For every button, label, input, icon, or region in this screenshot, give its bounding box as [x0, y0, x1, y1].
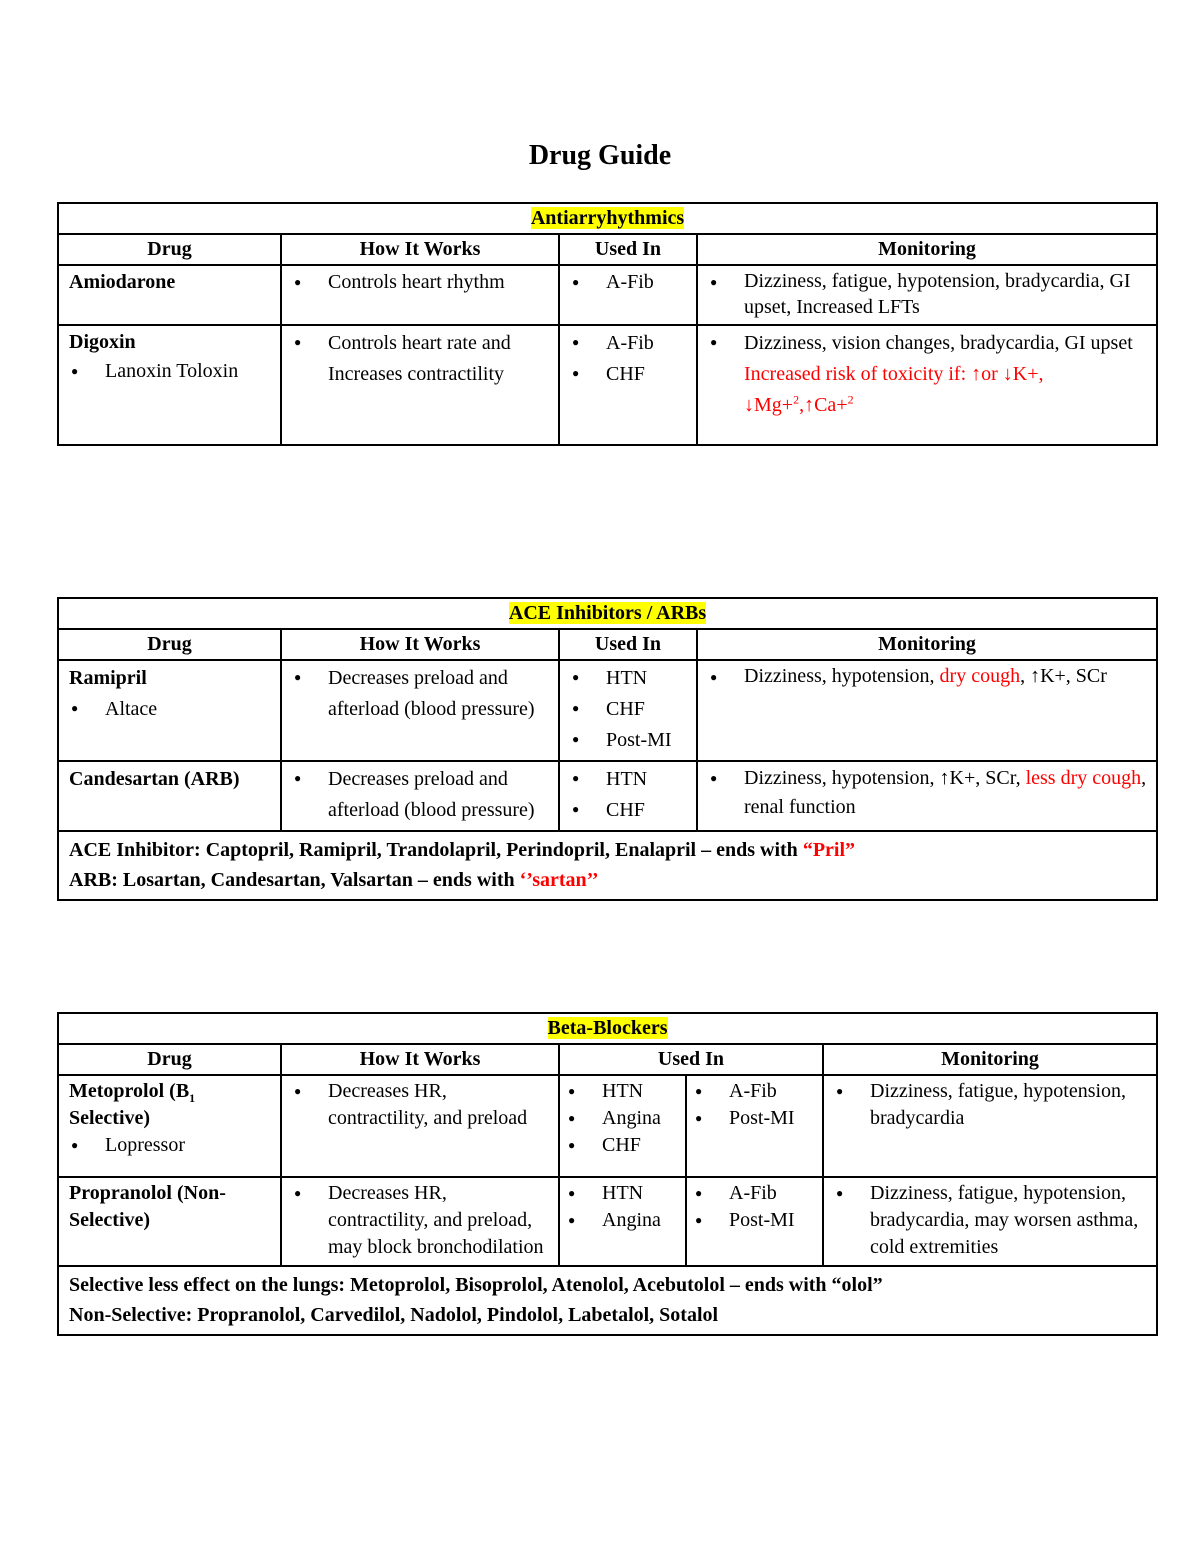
section-header	[58, 203, 1157, 234]
section-header	[58, 1013, 1157, 1044]
drug-name	[69, 1078, 274, 1132]
section-title: Beta-Blockers	[547, 1017, 668, 1039]
monitoring-item: ● Dizziness, fatigue, hypotension, bradycardia	[834, 1078, 1150, 1132]
indication-item: ● CHF	[566, 1132, 683, 1159]
indication-item: ● CHF	[570, 694, 690, 725]
ace-inhibitor-note	[69, 835, 1146, 865]
note-suffix: “Pril”	[802, 839, 856, 861]
table-row	[58, 1075, 1157, 1177]
drug-name: Propranolol (Non-Selective)	[69, 1182, 226, 1231]
drug-name: Amiodarone	[69, 271, 176, 293]
column-header: Drug	[58, 629, 281, 660]
toxicity-text: Increased risk of toxicity if: ↑or ↓K+, ↓Mg+	[744, 363, 1044, 416]
indication-item: ● A-Fib	[693, 1078, 820, 1105]
toxicity-text: ,↑Ca+	[799, 394, 848, 416]
column-header: Monitoring	[823, 1044, 1157, 1075]
monitoring-highlight: less dry cough	[1025, 767, 1142, 789]
indication-item: ● HTN	[566, 1180, 683, 1207]
section-title: ACE Inhibitors / ARBs	[508, 602, 707, 624]
monitoring-item: ● Dizziness, fatigue, hypotension, bradycardia, may worsen asthma, cold extremities	[834, 1180, 1150, 1261]
column-header: Drug	[58, 234, 281, 265]
column-header: Used In	[559, 629, 697, 660]
mechanism-item: ● Decreases HR, contractility, and preload	[292, 1078, 552, 1132]
brand-name: ● Lanoxin Toloxin	[69, 357, 274, 386]
drug-name: Candesartan (ARB)	[69, 768, 240, 790]
table-row	[58, 1177, 1157, 1266]
indication-item: ● HTN	[566, 1078, 683, 1105]
note-text: ACE Inhibitor: Captopril, Ramipril, Trandolapril, Perindopril, Enalapril – ends with	[69, 839, 803, 861]
brand-name: ● Altace	[69, 694, 274, 725]
column-header: How It Works	[281, 629, 559, 660]
subscript: 1	[189, 1091, 196, 1105]
beta-blockers-table	[57, 1012, 1158, 1336]
monitoring-text: Dizziness, hypotension, ↑K+, SCr,	[744, 767, 1026, 789]
section-header	[58, 598, 1157, 629]
indication-item: ● Post-MI	[570, 725, 690, 756]
ace-arb-table	[57, 597, 1158, 901]
arb-note	[69, 865, 1146, 895]
column-header: Monitoring	[697, 234, 1157, 265]
monitoring-item	[708, 663, 1150, 690]
section-title: Antiarryhythmics	[530, 207, 685, 229]
mechanism-item: ● Decreases HR, contractility, and preload, may block bronchodilation	[292, 1180, 552, 1261]
page-title: Drug Guide	[528, 140, 672, 171]
drug-name-text: Selective)	[69, 1107, 151, 1129]
antiarrhythmics-table	[57, 202, 1158, 446]
indication-item: ● A-Fib	[693, 1180, 820, 1207]
indication-item: ● HTN	[570, 663, 690, 694]
monitoring-item: ● Dizziness, fatigue, hypotension, bradycardia, GI upset, Increased LFTs	[708, 268, 1150, 320]
table-row	[58, 265, 1157, 325]
note-suffix: ‘’sartan’’	[519, 869, 599, 891]
indication-item: ● HTN	[570, 764, 690, 795]
non-selective-note: Non-Selective: Propranolol, Carvedilol, Nadolol, Pindolol, Labetalol, Sotalol	[69, 1304, 719, 1326]
brand-name: ● Lopressor	[69, 1132, 274, 1159]
selective-note: Selective less effect on the lungs: Metoprolol, Bisoprolol, Atenolol, Acebutolol – ends with “olol”	[69, 1274, 883, 1296]
indication-item: ● Angina	[566, 1105, 683, 1132]
column-header: Used In	[559, 234, 697, 265]
indication-item: ● CHF	[570, 359, 690, 390]
indication-item: ● A-Fib	[570, 268, 690, 296]
superscript: 2	[847, 392, 854, 407]
table-row	[58, 660, 1157, 761]
column-header: Used In	[559, 1044, 823, 1075]
table-row	[58, 1266, 1157, 1335]
mechanism-item: ● Controls heart rate and Increases contractility	[292, 328, 552, 390]
indication-item: ● Angina	[566, 1207, 683, 1234]
indication-item: ● A-Fib	[570, 328, 690, 359]
note-text: ARB: Losartan, Candesartan, Valsartan – ends with	[69, 869, 520, 891]
monitoring-text: Dizziness, hypotension,	[744, 665, 940, 687]
drug-name: Digoxin	[69, 331, 136, 353]
toxicity-warning	[744, 359, 1150, 421]
monitoring-text: Dizziness, vision changes, bradycardia, GI upset	[744, 332, 1133, 354]
table-row	[58, 325, 1157, 445]
table-row	[58, 831, 1157, 900]
drug-name: Ramipril	[69, 667, 147, 689]
monitoring-item	[708, 328, 1150, 421]
column-header: How It Works	[281, 234, 559, 265]
column-header: Monitoring	[697, 629, 1157, 660]
indication-item: ● Post-MI	[693, 1207, 820, 1234]
superscript: 2	[793, 392, 800, 407]
table-row	[58, 761, 1157, 831]
indication-item: ● Post-MI	[693, 1105, 820, 1132]
mechanism-item: ● Decreases preload and afterload (blood pressure)	[292, 663, 552, 725]
monitoring-text: , renal function	[744, 767, 1147, 818]
mechanism-item: ● Decreases preload and afterload (blood pressure)	[292, 764, 552, 826]
indication-item: ● CHF	[570, 795, 690, 826]
monitoring-highlight: dry cough	[939, 665, 1021, 687]
monitoring-text: , ↑K+, SCr	[1020, 665, 1107, 687]
column-header: Drug	[58, 1044, 281, 1075]
monitoring-item	[708, 764, 1150, 822]
mechanism-item: ● Controls heart rhythm	[292, 268, 552, 296]
column-header: How It Works	[281, 1044, 559, 1075]
drug-name-text: Metoprolol (B	[69, 1080, 190, 1102]
